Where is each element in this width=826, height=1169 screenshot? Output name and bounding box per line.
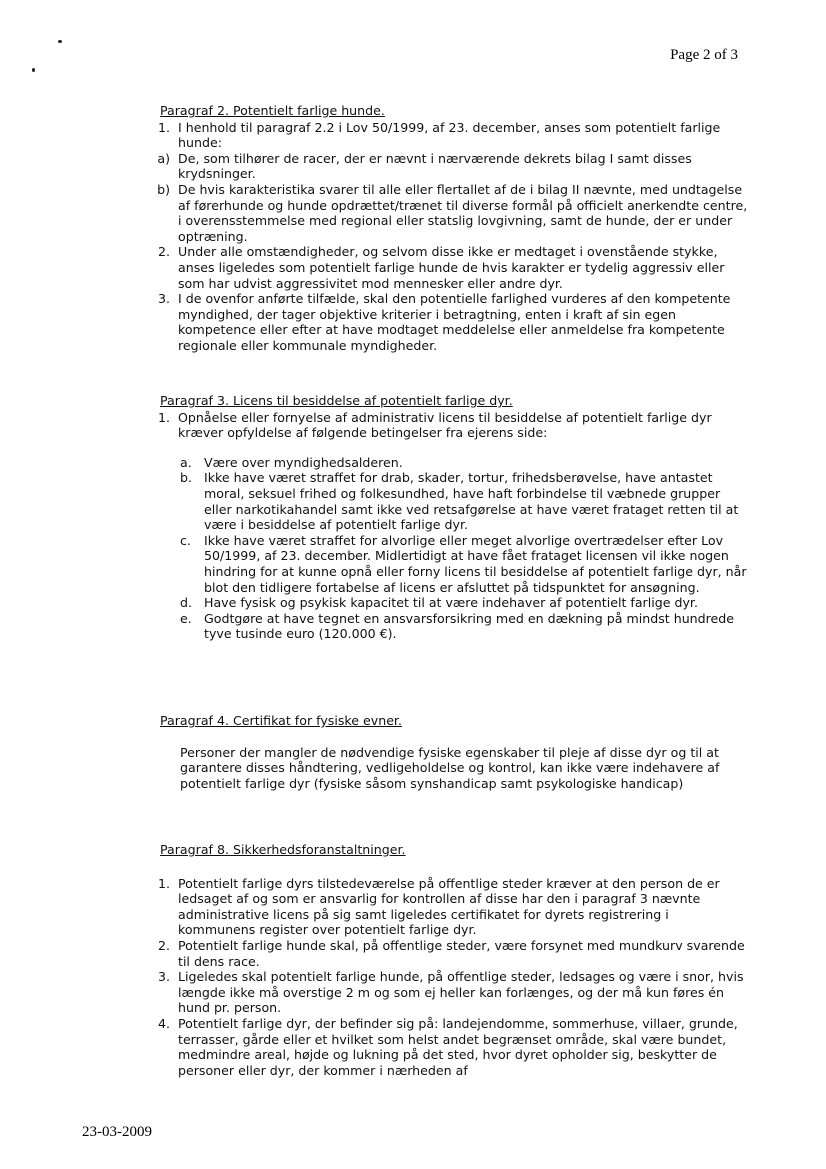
list-item-text: Opnåelse eller fornyelse af administrativ licens til besiddelse af potentielt farlige dyr kræver opfyldelse af følgende betingelser fra ejerens side: [178, 409, 712, 441]
list-item-text: Potentielt farlige hunde skal, på offentlige steder, være forsynet med mundkurv svarende til dens race. [178, 937, 745, 969]
list-marker: 4. [157, 1015, 170, 1031]
list-item [148, 291, 748, 353]
list-item-text: Godtgøre at have tegnet en ansvarsforsikring med en dækning på mindst hundrede tyve tusinde euro (120.000 €). [204, 610, 735, 642]
list-item-text: Potentielt farlige dyr, der befinder sig på: landejendomme, sommerhuse, villaer, grunde, terrasser, gårde eller et hvilket som helst andet begrænset område, skal være bundet, medmindre areal, højde og lukning på det sted, hvor dyret opholder sig, beskytter de personer eller dyr, der kommer i nærheden af [178, 1015, 738, 1078]
section-paragraf-4 [148, 713, 748, 791]
section-3-conditions-list [148, 455, 748, 642]
list-item-text: Potentielt farlige dyrs tilstedeværelse på offentlige steder kræver at den person de er ledsaget af og som er ansvarlig for kontrollen af disse har den i paragraf 3 nævnte administrative licens på sig samt ligeledes certifikatet for dyrets registrering i kommunens register over potentielt farlige dyr. [178, 875, 720, 938]
list-item [148, 1016, 748, 1078]
section-paragraf-3 [148, 393, 748, 642]
section-paragraph: Personer der mangler de nødvendige fysiske egenskaber til pleje af disse dyr og til at garantere disses håndtering, vedligeholdelse og kontrol, kan ikke være indehavere af potentielt farlige dyr (fysiske såsom synshandicap samt psykologiske handicap) [180, 744, 720, 791]
section-heading: Paragraf 3. Licens til besiddelse af potentielt farlige dyr. [160, 393, 513, 408]
list-marker: a) [157, 150, 170, 166]
page-number: Page 2 of 3 [670, 47, 738, 63]
scan-speck [58, 40, 62, 43]
list-marker: b. [180, 470, 192, 486]
list-item-text: De, som tilhører de racer, der er nævnt i nærværende dekrets bilag I samt disses krydsninger. [178, 150, 692, 182]
section-paragraf-8 [148, 842, 748, 1078]
list-item-text: Ikke have været straffet for alvorlige eller meget alvorlige overtrædelser efter Lov 50/1999, af 23. december. Midlertidigt at have fået frataget licensen vil ikke nogen hindring for at kunne opnå eller forny licens til besiddelse af potentielt farlige dyr, når blot den tidligere fortabelse af licens er afsluttet på tidspunktet for ansøgning. [204, 532, 747, 595]
section-paragraf-2 [148, 103, 748, 354]
section-2-list [148, 120, 748, 354]
list-item-text: I henhold til paragraf 2.2 i Lov 50/1999, af 23. december, anses som potentielt farlige hunde: [178, 119, 721, 151]
section-heading: Paragraf 4. Certifikat for fysiske evner. [160, 713, 402, 728]
list-item [180, 611, 748, 642]
list-item [148, 876, 748, 938]
list-marker: 2. [157, 244, 170, 260]
list-item-text: Ligeledes skal potentielt farlige hunde, på offentlige steder, ledsages og være i snor, hvis længde ikke må overstige 2 m og som ej heller kan forlænges, og der må kun føres én hund pr. person. [178, 969, 744, 1016]
list-marker: 3. [157, 969, 170, 985]
list-item [148, 182, 748, 244]
list-item [148, 410, 748, 441]
list-marker: 1. [157, 409, 170, 425]
list-marker: d. [180, 595, 192, 611]
list-marker: c. [180, 532, 191, 548]
list-item-text: Have fysisk og psykisk kapacitet til at være indehaver af potentielt farlige dyr. [204, 595, 698, 611]
list-marker: 2. [157, 937, 170, 953]
list-marker: 1. [157, 119, 170, 135]
list-marker: 1. [157, 875, 170, 891]
list-item [148, 938, 748, 969]
section-heading: Paragraf 2. Potentielt farlige hunde. [160, 103, 385, 118]
list-item [180, 470, 748, 532]
list-marker: a. [180, 454, 192, 470]
list-item [180, 595, 748, 611]
list-item [148, 151, 748, 182]
footer-date: 23-03-2009 [82, 1124, 152, 1140]
scan-speck [32, 68, 35, 72]
list-item-text: De hvis karakteristika svarer til alle eller flertallet af de i bilag II nævnte, med undtagelse af førerhunde og hunde opdrættet/trænet til diverse formål på officielt anerkendte centre, i overensstemmelse med regional eller statslig lovgivning, samt de hunde, der er under optræning. [178, 181, 748, 244]
section-8-list [148, 876, 748, 1079]
section-heading: Paragraf 8. Sikkerhedsforanstaltninger. [160, 842, 406, 857]
list-item [148, 969, 748, 1016]
list-item-text: Under alle omstændigheder, og selvom disse ikke er medtaget i ovenstående stykke, anses ligeledes som potentielt farlige hunde de hvis karakter er tydelig aggressiv eller som har udvist aggressivitet mod mennesker eller andre dyr. [178, 244, 725, 291]
list-item-text: Være over myndighedsalderen. [204, 454, 403, 470]
list-item-text: I de ovenfor anførte tilfælde, skal den potentielle farlighed vurderes af den kompetente myndighed, der tager objektive kriterier i betragtning, enten i kraft af sin egen kompetence eller efter at have modtaget meddelelse eller anmeldelse fra kompetente regionale eller kommunale myndigheder. [178, 291, 731, 353]
list-item [180, 455, 748, 471]
list-marker: 3. [157, 291, 170, 307]
list-item [148, 244, 748, 291]
list-marker: e. [180, 610, 192, 626]
list-item-text: Ikke have været straffet for drab, skader, tortur, frihedsberøvelse, have antastet moral, seksuel frihed og folkesundhed, have haft forbindelse til væbnede grupper eller narkotikahandel samt ikke ved retsafgørelse at have været frataget retten til at være i besiddelse af potentielt farlige dyr. [204, 470, 739, 533]
list-item [180, 533, 748, 595]
list-marker: b) [157, 181, 170, 197]
list-item [148, 120, 748, 151]
